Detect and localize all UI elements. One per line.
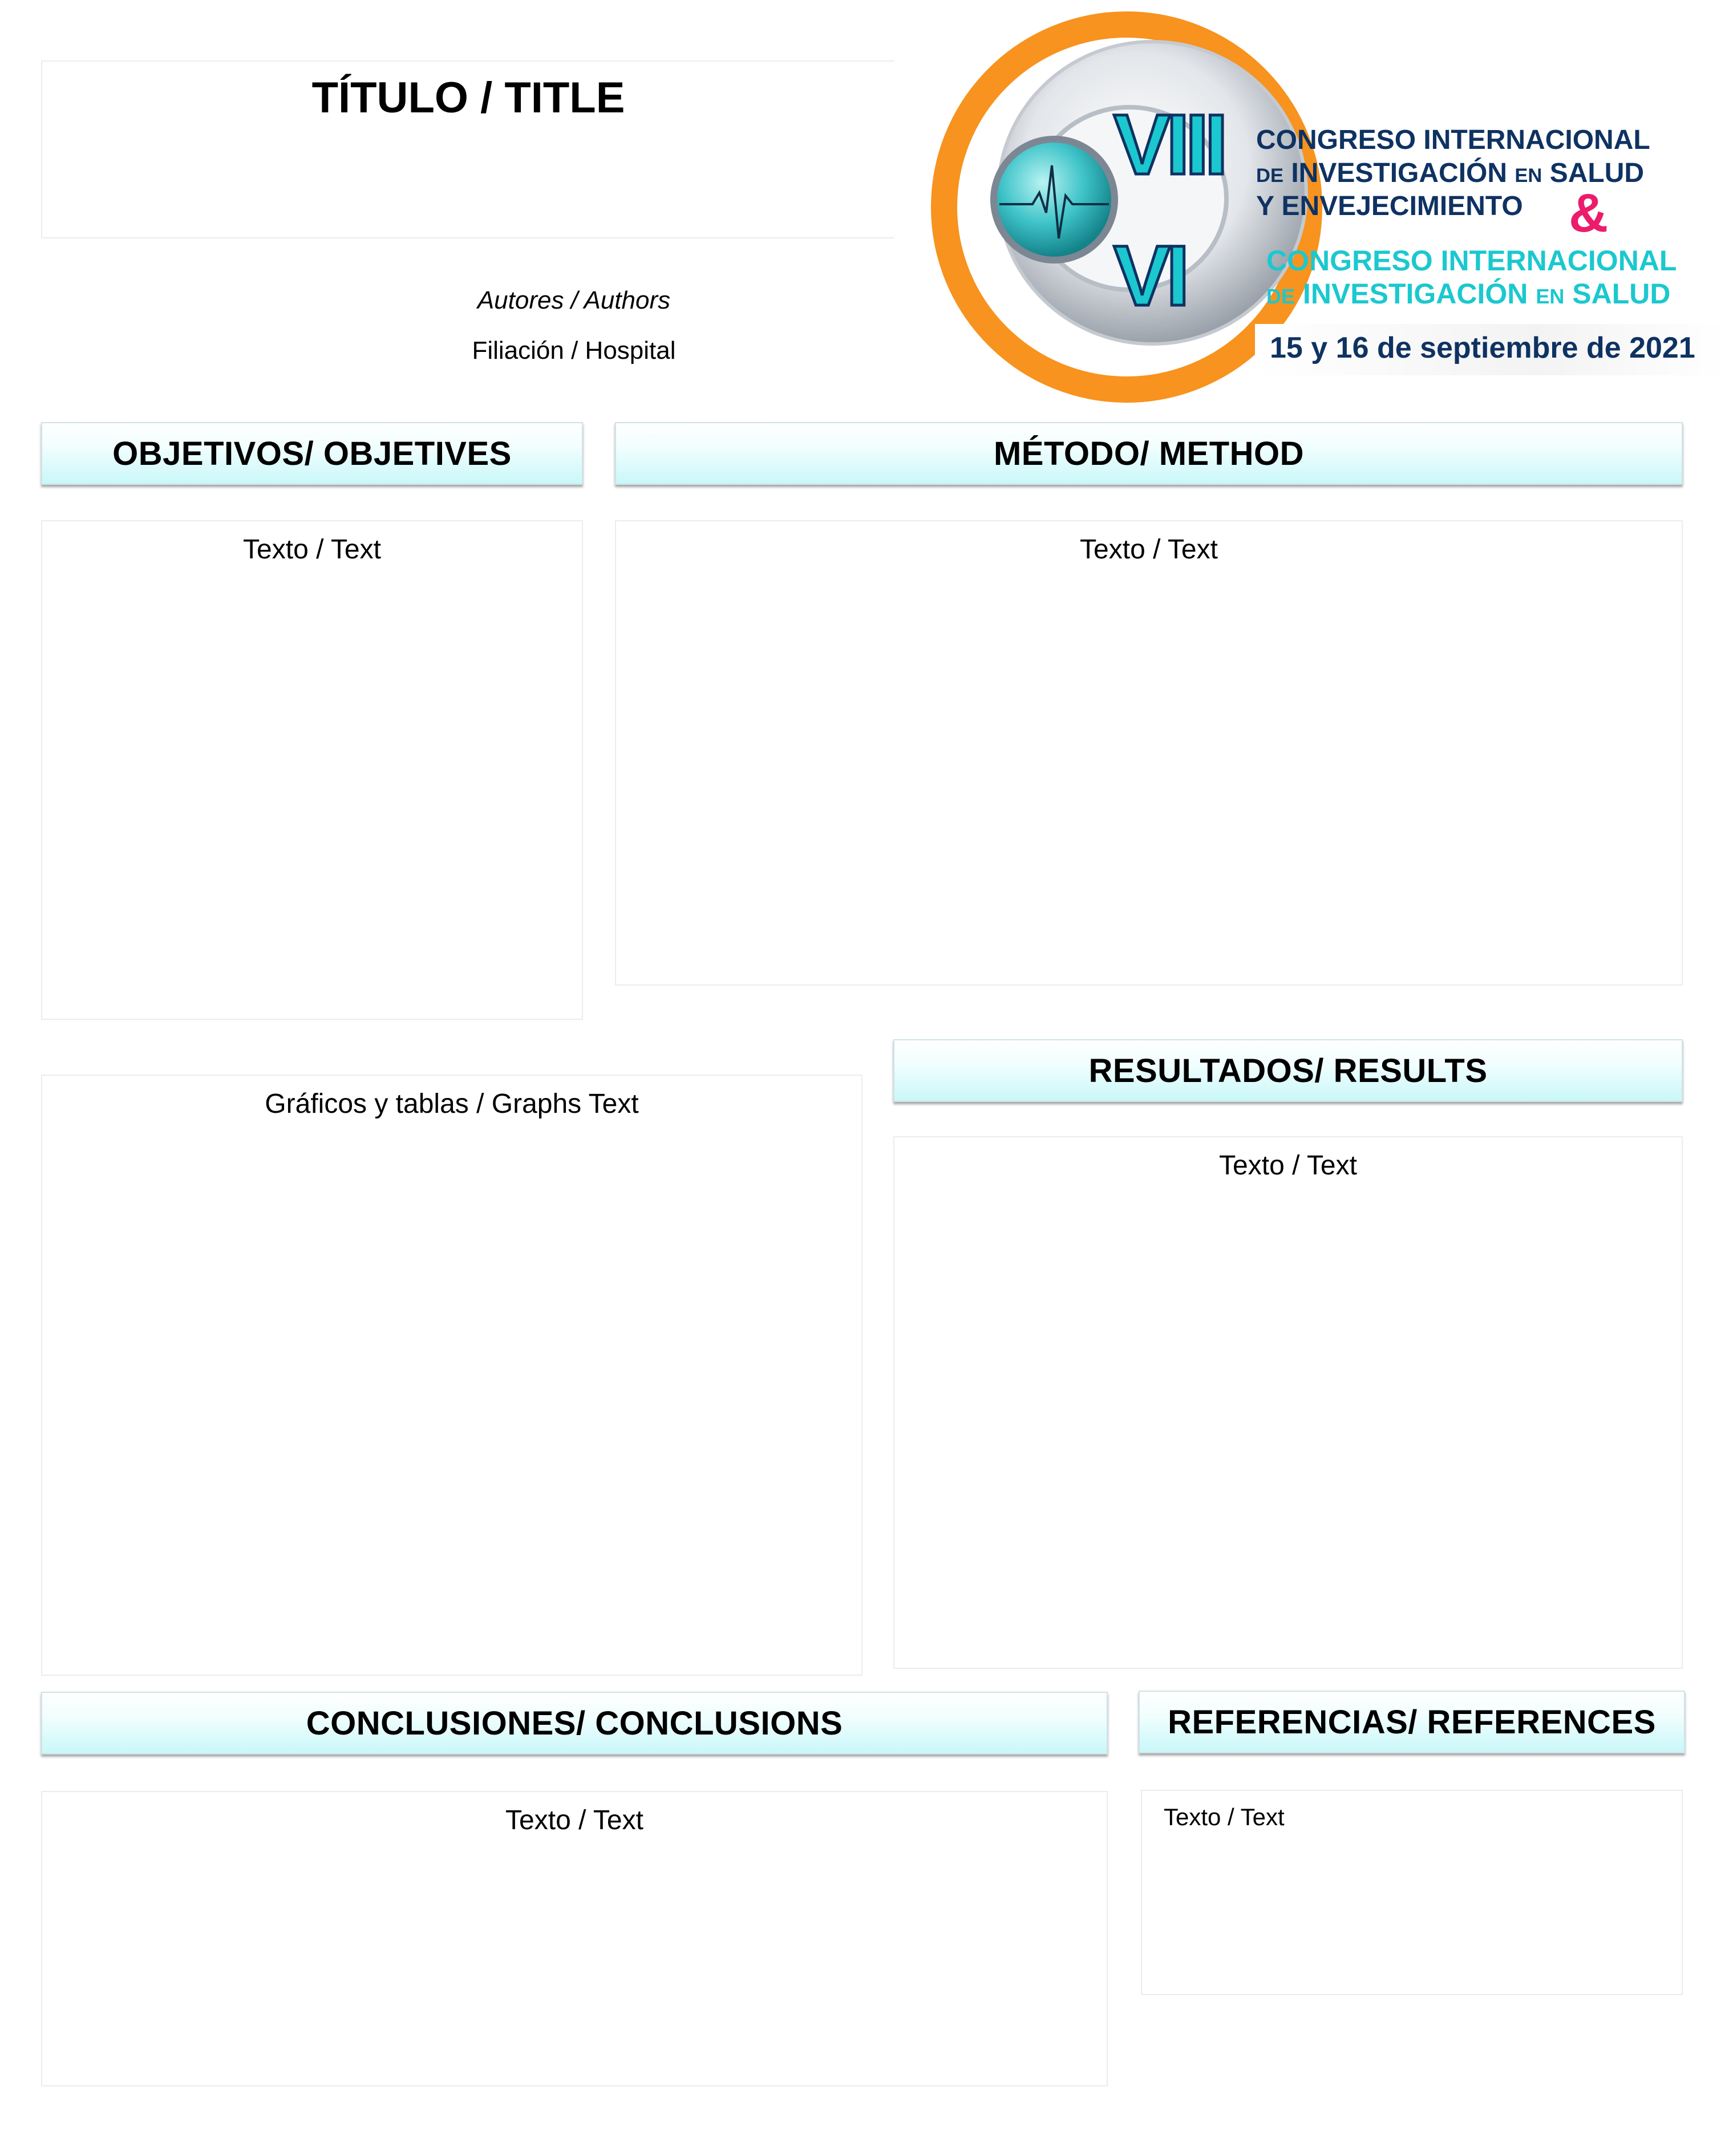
- numeral-vi: VI: [1113, 228, 1185, 323]
- conclusions-heading: CONCLUSIONES/ CONCLUSIONS: [41, 1692, 1108, 1754]
- congress-line-4: CONGRESO INTERNACIONAL: [1266, 245, 1677, 277]
- references-box[interactable]: [1141, 1790, 1683, 1995]
- references-text: Texto / Text: [1164, 1804, 1285, 1830]
- congress-logo: [930, 5, 1725, 415]
- title-box[interactable]: [41, 60, 894, 238]
- line2-investigacion: INVESTIGACIÓN: [1291, 158, 1508, 188]
- results-text: Texto / Text: [1219, 1150, 1357, 1181]
- conclusions-text: Texto / Text: [505, 1805, 643, 1835]
- graphs-text: Gráficos y tablas / Graphs Text: [265, 1089, 639, 1119]
- line2-de: DE: [1256, 165, 1283, 187]
- line5-en: EN: [1536, 285, 1565, 308]
- line5-de: DE: [1266, 285, 1295, 308]
- references-heading: REFERENCIAS/ REFERENCES: [1139, 1691, 1685, 1753]
- conclusions-box[interactable]: [41, 1791, 1108, 2086]
- line2-en: EN: [1515, 165, 1542, 187]
- numeral-viii: VIII: [1113, 96, 1224, 192]
- line5-salud: SALUD: [1572, 278, 1671, 310]
- results-box[interactable]: [893, 1136, 1683, 1669]
- congress-line-1: CONGRESO INTERNACIONAL: [1256, 125, 1650, 155]
- results-heading: RESULTADOS/ RESULTS: [893, 1039, 1683, 1102]
- congress-line-3: Y ENVEJECIMIENTO: [1256, 191, 1523, 221]
- method-box[interactable]: [615, 520, 1683, 986]
- congress-line-5: [1266, 277, 1670, 310]
- method-text: Texto / Text: [1080, 534, 1218, 565]
- authors: Autores / Authors: [477, 286, 671, 314]
- congress-date: 15 y 16 de septiembre de 2021: [1270, 331, 1695, 364]
- graphs-box[interactable]: [41, 1075, 862, 1676]
- objectives-box[interactable]: [41, 520, 583, 1020]
- line5-investigacion: INVESTIGACIÓN: [1302, 278, 1528, 310]
- poster-title: TÍTULO / TITLE: [311, 74, 625, 122]
- affiliation: Filiación / Hospital: [472, 337, 676, 364]
- method-heading: MÉTODO/ METHOD: [615, 422, 1683, 485]
- line2-salud: SALUD: [1549, 158, 1645, 188]
- objectives-heading: OBJETIVOS/ OBJETIVES: [41, 422, 583, 485]
- ampersand: &: [1569, 183, 1609, 244]
- objectives-text: Texto / Text: [243, 534, 381, 565]
